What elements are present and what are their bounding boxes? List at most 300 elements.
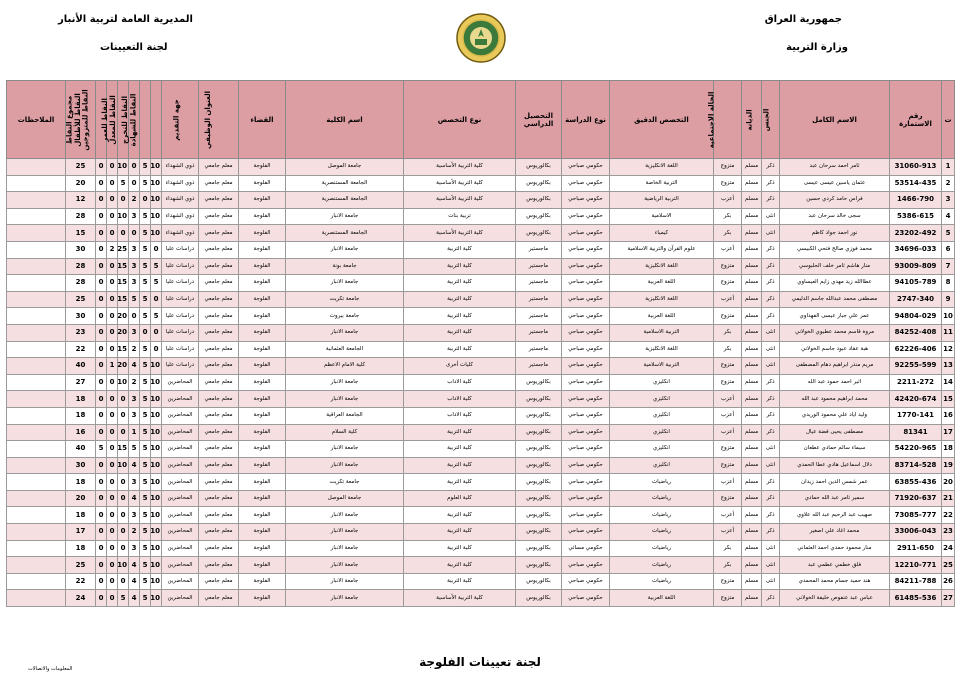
cell-form: 1466-790 bbox=[890, 192, 942, 209]
table-row bbox=[7, 441, 955, 458]
table-row bbox=[7, 374, 955, 391]
cell-spec: رياضيات bbox=[610, 490, 714, 507]
cell-total: 30 bbox=[66, 241, 96, 258]
cell-religion: مسلم bbox=[742, 441, 762, 458]
cell-marital: متزوج bbox=[714, 275, 742, 292]
header-directorate: المديرية العامة لتربية الأنبار bbox=[58, 14, 193, 25]
col-specialization: التخصص الدقيق bbox=[610, 81, 714, 159]
cell-p5: 0 bbox=[107, 441, 118, 458]
cell-p3: 3 bbox=[129, 208, 140, 225]
cell-app: المحاضرين bbox=[162, 457, 199, 474]
cell-gender: انثى bbox=[762, 208, 780, 225]
cell-p3: 3 bbox=[129, 324, 140, 341]
cell-p5: 0 bbox=[107, 457, 118, 474]
col-degree: التحصيل الدراسي bbox=[516, 81, 562, 159]
cell-p6: 0 bbox=[96, 407, 107, 424]
cell-job: معلم جامعي bbox=[199, 424, 239, 441]
cell-name: منار محمود حمدي احمد العثماني bbox=[780, 540, 890, 557]
cell-app: المحاضرين bbox=[162, 374, 199, 391]
cell-religion: مسلم bbox=[742, 208, 762, 225]
cell-form: 2747-340 bbox=[890, 291, 942, 308]
cell-p6: 0 bbox=[96, 590, 107, 607]
header-ministry: وزارة التربية bbox=[786, 42, 848, 53]
cell-p4: 15 bbox=[118, 258, 129, 275]
cell-job: معلم جامعي bbox=[199, 324, 239, 341]
cell-p1: 0 bbox=[151, 291, 162, 308]
cell-p3: 2 bbox=[129, 524, 140, 541]
cell-p1: 10 bbox=[151, 358, 162, 375]
cell-p5: 2 bbox=[107, 241, 118, 258]
cell-job: معلم جامعي bbox=[199, 358, 239, 375]
col-religion: الديانة bbox=[742, 81, 762, 159]
cell-gender: انثى bbox=[762, 573, 780, 590]
cell-job: معلم جامعي bbox=[199, 159, 239, 176]
cell-total: 16 bbox=[66, 424, 96, 441]
cell-gender: ذكر bbox=[762, 192, 780, 209]
cell-gender: ذكر bbox=[762, 507, 780, 524]
cell-p4: 0 bbox=[118, 524, 129, 541]
cell-job: معلم جامعي bbox=[199, 192, 239, 209]
cell-stype: كلية التربية bbox=[404, 291, 516, 308]
cell-religion: مسلم bbox=[742, 275, 762, 292]
cell-p3: 0 bbox=[129, 308, 140, 325]
cell-district: الفلوجة bbox=[239, 557, 286, 574]
cell-total: 18 bbox=[66, 507, 96, 524]
cell-form: 71920-637 bbox=[890, 490, 942, 507]
cell-app: ذوي الشهداء bbox=[162, 225, 199, 242]
header-country: جمهورية العراق bbox=[764, 14, 842, 25]
cell-seq: 22 bbox=[942, 507, 955, 524]
col-form-no: رقم الاستمارة bbox=[890, 81, 942, 159]
cell-name: صهيب عبد الرحيم عبد الله علاوي bbox=[780, 507, 890, 524]
cell-total: 28 bbox=[66, 258, 96, 275]
cell-district: الفلوجة bbox=[239, 391, 286, 408]
cell-degree: بكالوريوس bbox=[516, 540, 562, 557]
cell-college: الجامعة المستنصرية bbox=[286, 192, 404, 209]
cell-study: حكومي صباحي bbox=[562, 241, 610, 258]
cell-app: المحاضرين bbox=[162, 441, 199, 458]
cell-study: حكومي صباحي bbox=[562, 424, 610, 441]
cell-p2: 5 bbox=[140, 441, 151, 458]
cell-district: الفلوجة bbox=[239, 524, 286, 541]
cell-religion: مسلم bbox=[742, 557, 762, 574]
cell-notes bbox=[7, 241, 66, 258]
cell-p4: 0 bbox=[118, 424, 129, 441]
cell-marital: بكر bbox=[714, 225, 742, 242]
cell-p6: 0 bbox=[96, 192, 107, 209]
cell-name: اثير احمد حمود عبد الله bbox=[780, 374, 890, 391]
cell-college: جامعة الموصل bbox=[286, 159, 404, 176]
cell-p5: 0 bbox=[107, 391, 118, 408]
table-row bbox=[7, 275, 955, 292]
cell-form: 83714-528 bbox=[890, 457, 942, 474]
cell-religion: مسلم bbox=[742, 474, 762, 491]
col-points-age: النقاط للعمر bbox=[118, 81, 129, 159]
cell-p2: 5 bbox=[140, 474, 151, 491]
table-row bbox=[7, 474, 955, 491]
cell-marital: متزوج bbox=[714, 175, 742, 192]
cell-marital: أعزب bbox=[714, 474, 742, 491]
cell-seq: 13 bbox=[942, 358, 955, 375]
cell-seq: 17 bbox=[942, 424, 955, 441]
cell-total: 40 bbox=[66, 358, 96, 375]
col-college: اسم الكلية bbox=[286, 81, 404, 159]
cell-app: المحاضرين bbox=[162, 490, 199, 507]
cell-stype: كلية التربية الأساسية bbox=[404, 159, 516, 176]
cell-degree: بكالوريوس bbox=[516, 441, 562, 458]
cell-total: 40 bbox=[66, 441, 96, 458]
cell-marital: أعزب bbox=[714, 192, 742, 209]
cell-study: حكومي صباحي bbox=[562, 324, 610, 341]
cell-stype: كلية التربية bbox=[404, 258, 516, 275]
cell-notes bbox=[7, 457, 66, 474]
cell-marital: متزوج bbox=[714, 573, 742, 590]
cell-study: حكومي صباحي bbox=[562, 391, 610, 408]
cell-study: حكومي صباحي bbox=[562, 590, 610, 607]
cell-district: الفلوجة bbox=[239, 308, 286, 325]
cell-p3: 3 bbox=[129, 474, 140, 491]
cell-job: معلم جامعي bbox=[199, 441, 239, 458]
cell-religion: مسلم bbox=[742, 391, 762, 408]
cell-seq: 1 bbox=[942, 159, 955, 176]
cell-marital: متزوج bbox=[714, 374, 742, 391]
cell-college: جامعة الانبار bbox=[286, 457, 404, 474]
cell-p4: 25 bbox=[118, 241, 129, 258]
table-row bbox=[7, 308, 955, 325]
cell-name: مروة قاسم محمد عطيوي الخولاني bbox=[780, 324, 890, 341]
cell-district: الفلوجة bbox=[239, 474, 286, 491]
cell-seq: 25 bbox=[942, 557, 955, 574]
cell-form: 5386-615 bbox=[890, 208, 942, 225]
cell-seq: 27 bbox=[942, 590, 955, 607]
cell-form: 92255-599 bbox=[890, 358, 942, 375]
cell-spec: انكليزي bbox=[610, 441, 714, 458]
cell-app: دراسات عليا bbox=[162, 308, 199, 325]
cell-study: حكومي مسائي bbox=[562, 540, 610, 557]
cell-p2: 5 bbox=[140, 241, 151, 258]
cell-p3: 5 bbox=[129, 291, 140, 308]
table-row bbox=[7, 225, 955, 242]
cell-degree: بكالوريوس bbox=[516, 557, 562, 574]
cell-job: معلم جامعي bbox=[199, 308, 239, 325]
cell-spec: رياضيات bbox=[610, 524, 714, 541]
cell-total: 28 bbox=[66, 208, 96, 225]
cell-spec: رياضيات bbox=[610, 507, 714, 524]
cell-p3: 3 bbox=[129, 507, 140, 524]
cell-religion: مسلم bbox=[742, 291, 762, 308]
table-row bbox=[7, 241, 955, 258]
cell-notes bbox=[7, 308, 66, 325]
cell-form: 94804-029 bbox=[890, 308, 942, 325]
cell-total: 30 bbox=[66, 457, 96, 474]
cell-district: الفلوجة bbox=[239, 507, 286, 524]
cell-gender: انثى bbox=[762, 324, 780, 341]
cell-job: معلم جامعي bbox=[199, 241, 239, 258]
cell-p3: 0 bbox=[129, 175, 140, 192]
cell-p4: 10 bbox=[118, 374, 129, 391]
cell-stype: كلية التربية bbox=[404, 341, 516, 358]
cell-name: محمد ابراهيم محمود عبد الله bbox=[780, 391, 890, 408]
cell-gender: انثى bbox=[762, 557, 780, 574]
cell-p4: 0 bbox=[118, 507, 129, 524]
cell-p4: 20 bbox=[118, 358, 129, 375]
cell-p6: 0 bbox=[96, 573, 107, 590]
cell-p3: 5 bbox=[129, 441, 140, 458]
cell-study: حكومي صباحي bbox=[562, 474, 610, 491]
cell-p4: 15 bbox=[118, 441, 129, 458]
table-row bbox=[7, 540, 955, 557]
cell-college: جامعة الانبار bbox=[286, 540, 404, 557]
cell-total: 22 bbox=[66, 573, 96, 590]
cell-notes bbox=[7, 573, 66, 590]
cell-seq: 14 bbox=[942, 374, 955, 391]
cell-p3: 3 bbox=[129, 275, 140, 292]
cell-notes bbox=[7, 490, 66, 507]
cell-district: الفلوجة bbox=[239, 374, 286, 391]
cell-college: جامعة الانبار bbox=[286, 208, 404, 225]
cell-p2: 5 bbox=[140, 540, 151, 557]
cell-total: 24 bbox=[66, 590, 96, 607]
cell-notes bbox=[7, 557, 66, 574]
cell-name: عمر علي جبار عيسى الفهداوي bbox=[780, 308, 890, 325]
cell-college: جامعة تكريت bbox=[286, 291, 404, 308]
cell-district: الفلوجة bbox=[239, 192, 286, 209]
table-row bbox=[7, 324, 955, 341]
cell-study: حكومي صباحي bbox=[562, 524, 610, 541]
cell-religion: مسلم bbox=[742, 374, 762, 391]
cell-p1: 10 bbox=[151, 424, 162, 441]
cell-marital: متزوج bbox=[714, 358, 742, 375]
cell-degree: ماجستير bbox=[516, 275, 562, 292]
cell-college: جامعة الانبار bbox=[286, 557, 404, 574]
cell-religion: مسلم bbox=[742, 341, 762, 358]
cell-notes bbox=[7, 524, 66, 541]
cell-degree: بكالوريوس bbox=[516, 424, 562, 441]
cell-religion: مسلم bbox=[742, 540, 762, 557]
cell-religion: مسلم bbox=[742, 308, 762, 325]
cell-notes bbox=[7, 391, 66, 408]
cell-form: 1770-141 bbox=[890, 407, 942, 424]
cell-p2: 5 bbox=[140, 208, 151, 225]
cell-p2: 5 bbox=[140, 358, 151, 375]
cell-study: حكومي صباحي bbox=[562, 573, 610, 590]
cell-job: معلم جامعي bbox=[199, 573, 239, 590]
cell-p1: 10 bbox=[151, 225, 162, 242]
cell-notes bbox=[7, 275, 66, 292]
cell-total: 25 bbox=[66, 557, 96, 574]
cell-p6: 0 bbox=[96, 291, 107, 308]
cell-study: حكومي صباحي bbox=[562, 308, 610, 325]
cell-gender: انثى bbox=[762, 225, 780, 242]
cell-p6: 0 bbox=[96, 341, 107, 358]
cell-total: 30 bbox=[66, 308, 96, 325]
emblem-icon bbox=[455, 12, 507, 64]
cell-district: الفلوجة bbox=[239, 407, 286, 424]
cell-total: 28 bbox=[66, 275, 96, 292]
cell-form: 73085-777 bbox=[890, 507, 942, 524]
cell-total: 18 bbox=[66, 474, 96, 491]
cell-degree: بكالوريوس bbox=[516, 590, 562, 607]
cell-app: دراسات عليا bbox=[162, 291, 199, 308]
cell-total: 20 bbox=[66, 490, 96, 507]
cell-stype: كلية الاداب bbox=[404, 391, 516, 408]
cell-spec: انكليزي bbox=[610, 407, 714, 424]
cell-district: الفلوجة bbox=[239, 540, 286, 557]
cell-p6: 0 bbox=[96, 225, 107, 242]
table-row bbox=[7, 407, 955, 424]
cell-app: دراسات عليا bbox=[162, 241, 199, 258]
cell-spec: اللغة الانكليزية bbox=[610, 258, 714, 275]
cell-notes bbox=[7, 441, 66, 458]
cell-p2: 5 bbox=[140, 524, 151, 541]
cell-total: 27 bbox=[66, 374, 96, 391]
cell-stype: كلية الاداب bbox=[404, 407, 516, 424]
cell-degree: بكالوريوس bbox=[516, 175, 562, 192]
cell-p1: 5 bbox=[151, 258, 162, 275]
cell-degree: بكالوريوس bbox=[516, 225, 562, 242]
cell-p5: 0 bbox=[107, 175, 118, 192]
cell-name: ثامر احمد سرحان عبد bbox=[780, 159, 890, 176]
table-row bbox=[7, 175, 955, 192]
cell-degree: بكالوريوس bbox=[516, 159, 562, 176]
cell-marital: متزوج bbox=[714, 441, 742, 458]
cell-p4: 10 bbox=[118, 457, 129, 474]
col-points-grade: النقاط للمعدل bbox=[129, 81, 140, 159]
cell-p3: 3 bbox=[129, 540, 140, 557]
table-row bbox=[7, 258, 955, 275]
col-points-grad: النقاط للتخرج bbox=[140, 81, 151, 159]
cell-p6: 5 bbox=[96, 441, 107, 458]
cell-p5: 0 bbox=[107, 192, 118, 209]
cell-p3: 2 bbox=[129, 192, 140, 209]
cell-college: جامعة الانبار bbox=[286, 275, 404, 292]
cell-gender: ذكر bbox=[762, 490, 780, 507]
cell-spec: رياضيات bbox=[610, 474, 714, 491]
cell-p5: 0 bbox=[107, 540, 118, 557]
cell-app: ذوي الشهداء bbox=[162, 159, 199, 176]
cell-app: المحاضرين bbox=[162, 407, 199, 424]
table-row bbox=[7, 457, 955, 474]
cell-degree: بكالوريوس bbox=[516, 573, 562, 590]
cell-name: مصطفى محمد عبدالله جاسم الدليمي bbox=[780, 291, 890, 308]
cell-p2: 5 bbox=[140, 424, 151, 441]
cell-name: هند حميد جسام محمد المحمدي bbox=[780, 573, 890, 590]
cell-app: المحاضرين bbox=[162, 507, 199, 524]
cell-p2: 5 bbox=[140, 159, 151, 176]
cell-total: 25 bbox=[66, 291, 96, 308]
cell-degree: بكالوريوس bbox=[516, 391, 562, 408]
cell-form: 33006-043 bbox=[890, 524, 942, 541]
cell-seq: 4 bbox=[942, 208, 955, 225]
cell-p1: 10 bbox=[151, 557, 162, 574]
cell-marital: أعزب bbox=[714, 241, 742, 258]
cell-marital: متزوج bbox=[714, 159, 742, 176]
cell-app: دراسات عليا bbox=[162, 324, 199, 341]
cell-p4: 15 bbox=[118, 275, 129, 292]
col-study-type: نوع الدراسة bbox=[562, 81, 610, 159]
cell-college: جامعة الانبار bbox=[286, 507, 404, 524]
cell-app: دراسات عليا bbox=[162, 341, 199, 358]
cell-p4: 5 bbox=[118, 175, 129, 192]
cell-district: الفلوجة bbox=[239, 424, 286, 441]
cell-p1: 5 bbox=[151, 308, 162, 325]
cell-seq: 26 bbox=[942, 573, 955, 590]
table-row bbox=[7, 507, 955, 524]
cell-form: 93009-809 bbox=[890, 258, 942, 275]
cell-p4: 0 bbox=[118, 407, 129, 424]
cell-stype: كلية التربية bbox=[404, 424, 516, 441]
cell-p5: 1 bbox=[107, 358, 118, 375]
cell-p5: 0 bbox=[107, 159, 118, 176]
cell-seq: 12 bbox=[942, 341, 955, 358]
cell-gender: ذكر bbox=[762, 374, 780, 391]
cell-marital: بكر bbox=[714, 324, 742, 341]
cell-district: الفلوجة bbox=[239, 457, 286, 474]
cell-degree: ماجستير bbox=[516, 341, 562, 358]
cell-app: ذوي الشهداء bbox=[162, 175, 199, 192]
cell-p4: 15 bbox=[118, 341, 129, 358]
cell-degree: بكالوريوس bbox=[516, 374, 562, 391]
cell-gender: انثى bbox=[762, 358, 780, 375]
cell-p5: 0 bbox=[107, 557, 118, 574]
cell-religion: مسلم bbox=[742, 457, 762, 474]
table-row bbox=[7, 391, 955, 408]
cell-religion: مسلم bbox=[742, 590, 762, 607]
cell-degree: بكالوريوس bbox=[516, 474, 562, 491]
cell-job: معلم جامعي bbox=[199, 225, 239, 242]
cell-p3: 3 bbox=[129, 391, 140, 408]
cell-district: الفلوجة bbox=[239, 490, 286, 507]
cell-marital: بكر bbox=[714, 208, 742, 225]
cell-p4: 20 bbox=[118, 324, 129, 341]
cell-study: حكومي صباحي bbox=[562, 192, 610, 209]
cell-stype: كلية التربية bbox=[404, 524, 516, 541]
cell-job: معلم جامعي bbox=[199, 590, 239, 607]
cell-p1: 10 bbox=[151, 573, 162, 590]
cell-seq: 16 bbox=[942, 407, 955, 424]
cell-job: معلم جامعي bbox=[199, 275, 239, 292]
cell-gender: ذكر bbox=[762, 524, 780, 541]
cell-gender: ذكر bbox=[762, 424, 780, 441]
cell-spec: التربية الرياضية bbox=[610, 192, 714, 209]
cell-study: حكومي صباحي bbox=[562, 258, 610, 275]
cell-religion: مسلم bbox=[742, 192, 762, 209]
cell-spec: رياضيات bbox=[610, 573, 714, 590]
cell-marital: متزوج bbox=[714, 457, 742, 474]
cell-district: الفلوجة bbox=[239, 324, 286, 341]
cell-name: سيماء سالم حمادي عطعان bbox=[780, 441, 890, 458]
cell-spec: انكليزي bbox=[610, 391, 714, 408]
cell-p5: 0 bbox=[107, 225, 118, 242]
cell-p1: 10 bbox=[151, 159, 162, 176]
cell-p6: 0 bbox=[96, 474, 107, 491]
cell-p1: 10 bbox=[151, 192, 162, 209]
cell-p5: 0 bbox=[107, 258, 118, 275]
cell-notes bbox=[7, 540, 66, 557]
cell-form: 23202-492 bbox=[890, 225, 942, 242]
cell-district: الفلوجة bbox=[239, 441, 286, 458]
cell-p1: 0 bbox=[151, 324, 162, 341]
cell-p3: 0 bbox=[129, 159, 140, 176]
cell-notes bbox=[7, 159, 66, 176]
header-committee: لجنة التعيينات bbox=[100, 42, 168, 53]
cell-notes bbox=[7, 341, 66, 358]
table-row bbox=[7, 573, 955, 590]
cell-college: جامعة الانبار bbox=[286, 324, 404, 341]
cell-p3: 3 bbox=[129, 258, 140, 275]
cell-religion: مسلم bbox=[742, 159, 762, 176]
cell-name: عثمان ياسين عيسى عيسى bbox=[780, 175, 890, 192]
